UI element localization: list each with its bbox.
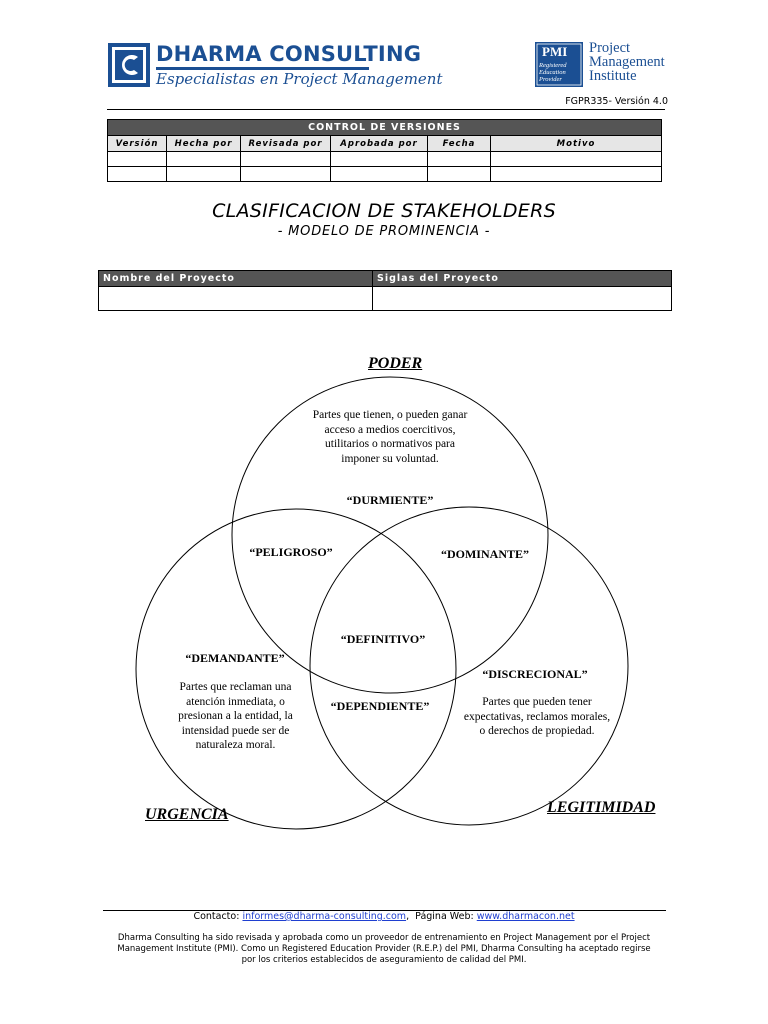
col-hecha-por: Hecha por — [167, 136, 241, 152]
durmiente-term: “DURMIENTE” — [346, 493, 434, 507]
demandante-term: “DEMANDANTE” — [185, 651, 285, 665]
project-acronym-header: Siglas del Proyecto — [373, 271, 672, 287]
peligroso-term: “PELIGROSO” — [249, 545, 333, 559]
urgencia-label: URGENCIA — [145, 806, 229, 823]
brand-name: DHARMA CONSULTING — [156, 42, 422, 66]
col-aprobada-por: Aprobada por — [331, 136, 428, 152]
contact-label: Contacto: — [193, 911, 240, 922]
pmi-name-line-1: Project — [589, 40, 631, 56]
col-motivo: Motivo — [491, 136, 662, 152]
document-subtitle: - MODELO DE PROMINENCIA - — [277, 224, 491, 239]
document-title: CLASIFICACION DE STAKEHOLDERS — [212, 200, 556, 222]
dependiente-term: “DEPENDIENTE” — [330, 699, 430, 713]
form-code: FGPR335- Versión 4.0 — [565, 96, 668, 107]
dominante-term: “DOMINANTE” — [440, 547, 529, 561]
contact-email-link[interactable]: informes@dharma-consulting.com — [242, 911, 407, 922]
pmi-name-line-2: Management — [589, 54, 665, 70]
brand-tagline: Especialistas en Project Management — [156, 70, 443, 88]
col-version: Versión — [108, 136, 167, 152]
version-control-title: CONTROL DE VERSIONES — [108, 120, 662, 136]
poder-description: Partes que tienen, o pueden ganar acceso a medios coercitivos, utilitarios o normativos para imponer su voluntad. — [312, 409, 468, 465]
project-name-header: Nombre del Proyecto — [99, 271, 373, 287]
web-label: Página Web: — [415, 911, 474, 922]
urgencia-description: Partes que reclaman una atención inmediata, o presionan a la entidad, la intensidad puede ser de naturaleza moral. — [178, 681, 293, 751]
website-link[interactable]: www.dharmacon.net — [476, 911, 575, 922]
col-fecha: Fecha — [428, 136, 491, 152]
legitimidad-label: LEGITIMIDAD — [547, 799, 656, 816]
legitimidad-description: Partes que pueden tener expectativas, reclamos morales, o derechos de propiedad. — [463, 696, 611, 737]
pmi-seal-line-3: Provider — [539, 76, 562, 83]
definitivo-term: “DEFINITIVO” — [340, 632, 426, 646]
discrecional-term: “DISCRECIONAL” — [482, 667, 588, 681]
svg-text:PMI: PMI — [542, 44, 568, 59]
footer-note: Dharma Consulting ha sido revisada y aprobada como un proveedor de entrenamiento en Project Management por el Project Management Institute (PMI). Como un Registered Education Provider (R.E.P.) del PMI, Dharma Consulting ha aceptado regirse por los criterios establecidos de aseguramiento de calidad del PMI. — [117, 933, 651, 965]
col-revisada-por: Revisada por — [241, 136, 331, 152]
pmi-seal-line-2: Education — [539, 69, 566, 76]
poder-label: PODER — [368, 355, 423, 372]
footer-contact: Contacto: informes@dharma-consulting.com, Página Web: www.dharmacon.net — [193, 911, 575, 922]
pmi-seal-line-1: Registered — [539, 62, 567, 69]
pmi-name-line-3: Institute — [589, 68, 637, 84]
